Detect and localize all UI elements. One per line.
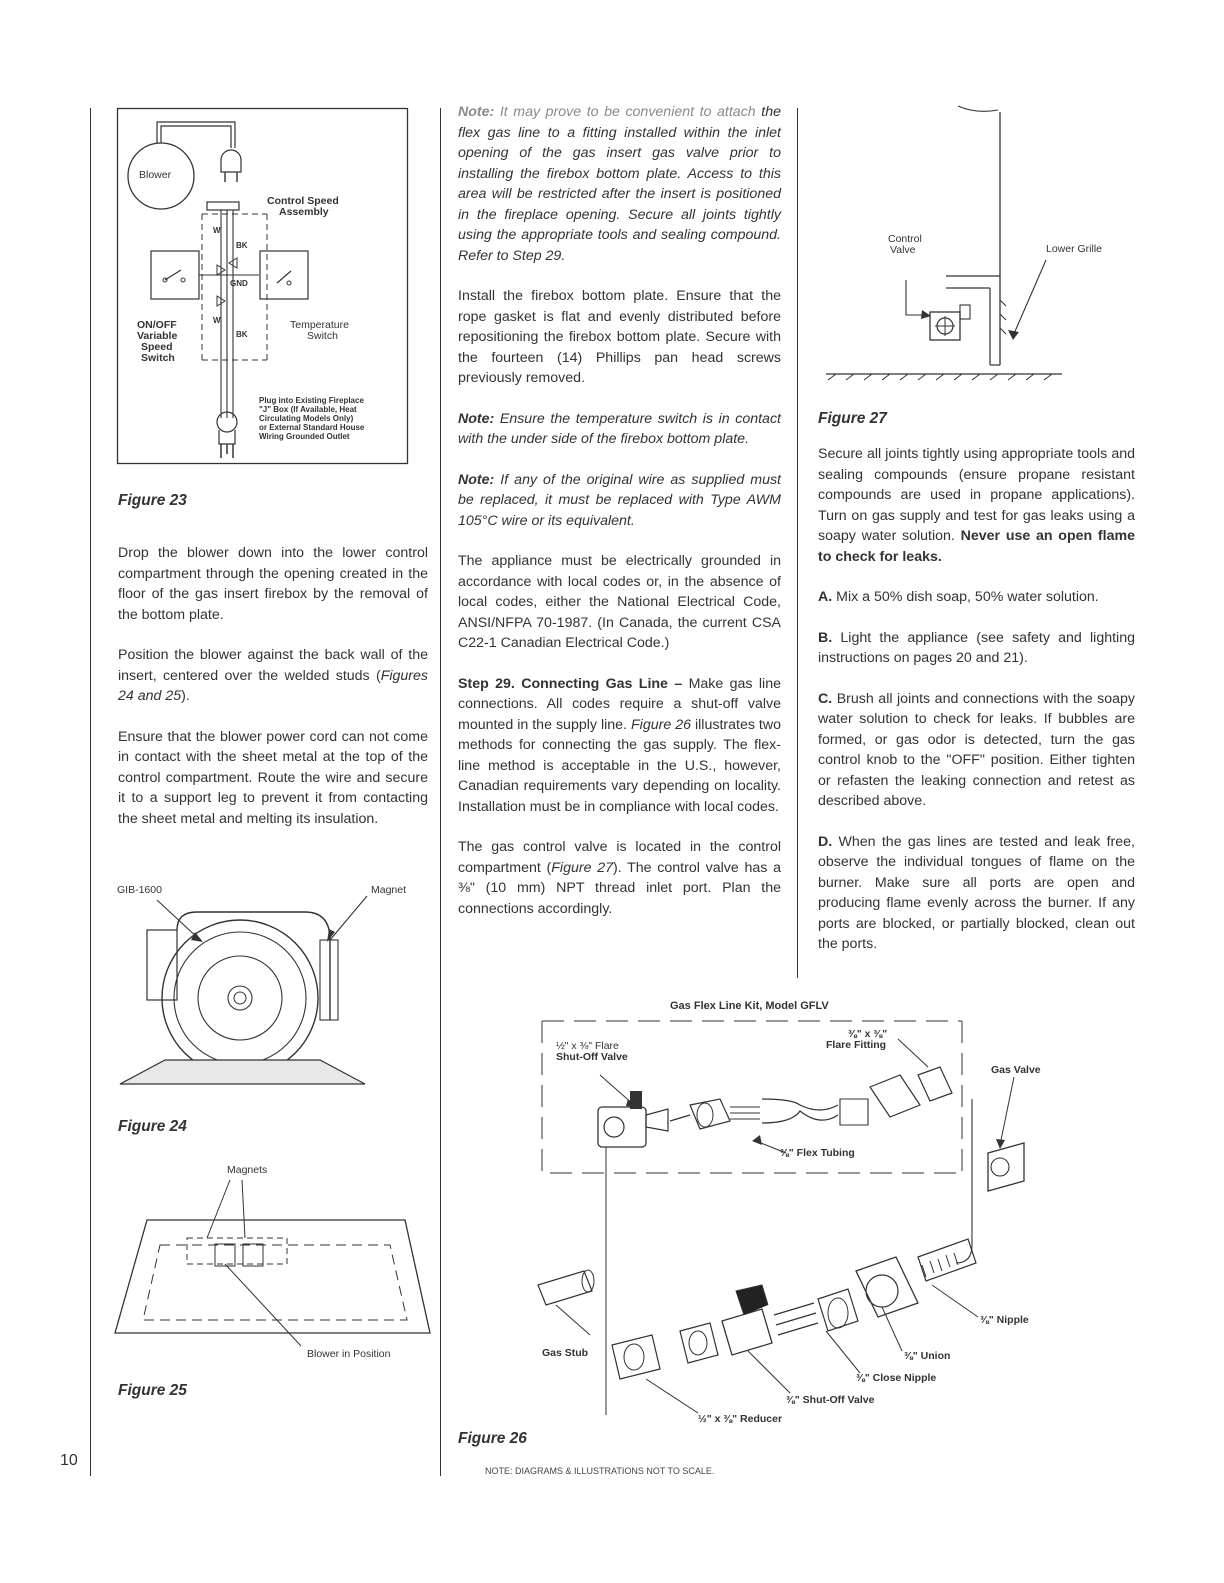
gas-stub-label: Gas Stub	[542, 1347, 589, 1359]
column-1-text-a	[118, 543, 428, 849]
column-2-text	[458, 102, 781, 939]
onoff-label: ON/OFF	[137, 319, 177, 331]
bk2-label: BK	[236, 330, 248, 339]
column-divider-2	[797, 108, 798, 978]
figure-25-diagram	[105, 1160, 425, 1370]
close-nipple-label: ⅜" Close Nipple	[856, 1372, 937, 1384]
plug-line-2: "J" Box (If Available, Heat	[259, 405, 357, 414]
figure-26-caption: Figure 26	[458, 1430, 527, 1447]
variable-label: Variable	[137, 330, 178, 342]
flare-fitting-label-2: Flare Fitting	[826, 1039, 887, 1051]
step-b: B. Light the appliance (see safety and lighting instructions on pages 20 and 21).	[818, 629, 1135, 666]
col1-paragraph-3: Ensure that the blower power cord can not come in contact with the sheet metal at the top of the control compartment. Route the wire and secure it to a support leg to prevent it from contacting the sheet metal and melting its insulation.	[118, 728, 428, 827]
lower-grille-label: Lower Grille	[1046, 243, 1103, 255]
bk1-label: BK	[236, 241, 248, 250]
union-label: ⅜" Union	[904, 1350, 951, 1362]
col1-paragraph-2: Position the blower against the back wall of the insert, centered over the welded studs (Figures 24 and 25).	[118, 647, 428, 704]
blower-in-position-label: Blower in Position	[307, 1348, 391, 1360]
control-label: Control	[888, 233, 922, 245]
page-number: 10	[60, 1452, 78, 1469]
assembly-label: Assembly	[279, 206, 329, 218]
note-1: Note: It may prove to be convenient to attach the flex gas line to a fitting installed within the inlet opening of the gas insert gas valve prior to installing the firebox bottom plate. Access to this area will be restricted after the insert is positioned in the fireplace opening. Secure all joints tightly using the appropriate tools and sealing compound. Refer to Step 29.	[458, 104, 781, 264]
column-divider-1	[440, 108, 441, 1476]
plug-line-1: Plug into Existing Fireplace	[259, 396, 364, 405]
w1-label: W	[213, 226, 221, 235]
flare-shutoff-label-2: Shut-Off Valve	[556, 1051, 628, 1063]
flare-shutoff-label-1: ½" x ⅜" Flare	[556, 1040, 619, 1052]
temperature-label: Temperature	[290, 319, 349, 331]
plug-line-3: Circulating Models Only)	[259, 414, 354, 423]
column-3-text	[818, 444, 1135, 975]
plug-instructions	[259, 396, 409, 441]
plug-line-4: or External Standard House	[259, 423, 365, 432]
figure-27-caption: Figure 27	[818, 410, 887, 427]
not-to-scale-note: NOTE: DIAGRAMS & ILLUSTRATIONS NOT TO SCALE.	[485, 1466, 715, 1476]
note-3: Note: If any of the original wire as supplied must be replaced, it must be replaced with Type AWM 105°C wire or its equivalent.	[458, 471, 781, 529]
figure-23-caption: Figure 23	[118, 492, 187, 509]
plug-line-5: Wiring Grounded Outlet	[259, 432, 350, 441]
col2-paragraph-3: The gas control valve is located in the control compartment (Figure 27). The control valve has a ⅜" (10 mm) NPT thread inlet port. Plan the connections accordingly.	[458, 839, 781, 917]
w2-label: W	[213, 316, 221, 325]
magnets-label: Magnets	[227, 1164, 268, 1176]
col1-paragraph-1: Drop the blower down into the lower control compartment through the opening created in the floor of the gas insert firebox by the removal of the bottom plate.	[118, 545, 428, 623]
step-a: A. Mix a 50% dish soap, 50% water solution.	[818, 589, 1099, 605]
note-2: Note: Ensure the temperature switch is in contact with the under side of the firebox bottom plate.	[458, 410, 781, 447]
gib-label: GIB-1600	[117, 884, 162, 896]
blower-drawing	[105, 880, 425, 1090]
flex-tubing-label: ⅜" Flex Tubing	[780, 1147, 855, 1159]
valve-label: Valve	[890, 244, 916, 256]
col2-paragraph-2: The appliance must be electrically grounded in accordance with local codes or, in the absence of local codes, either the National Electrical Code, ANSI/NFPA 70-1987. (In Canada, the current CSA C22-1 Canadian Electrical Code.)	[458, 553, 781, 651]
blower-label: Blower	[139, 169, 172, 181]
col3-paragraph-1: Secure all joints tightly using appropriate tools and sealing compounds (ensure propane resistant compounds are used in propane applications). Turn on gas supply and test for gas leaks using a soapy water solution. Never use an open flame to check for leaks.	[818, 446, 1135, 565]
left-margin-rule	[90, 108, 91, 1476]
switch-label: Switch	[141, 352, 175, 364]
gnd-label: GND	[230, 279, 248, 288]
temp-switch-label: Switch	[307, 330, 338, 342]
step-c: C. Brush all joints and connections with the soapy water solution to check for leaks. If bubbles are formed, or gas odor is detected, turn the gas control knob to the "OFF" position. Either tighten or refasten the leaking connection and retest as described above.	[818, 690, 1135, 809]
reducer-label: ½" x ⅜" Reducer	[698, 1413, 783, 1425]
figure-27-diagram	[818, 100, 1138, 400]
nipple-label: ⅜" Nipple	[980, 1314, 1029, 1326]
kit-title: Gas Flex Line Kit, Model GFLV	[670, 1000, 829, 1012]
shutoff-valve-label: ⅜" Shut-Off Valve	[786, 1394, 875, 1406]
figure-24-caption: Figure 24	[118, 1118, 187, 1135]
blower-position-drawing	[105, 1160, 425, 1370]
gas-valve-label: Gas Valve	[991, 1064, 1041, 1076]
col2-paragraph-1: Install the firebox bottom plate. Ensure that the rope gasket is flat and evenly distributed before repositioning the firebox bottom plate. Secure with the fourteen (14) Phillips pan head screws previously removed.	[458, 288, 781, 386]
control-speed-label: Control Speed	[267, 195, 339, 207]
speed-label: Speed	[141, 341, 173, 353]
figure-24-diagram	[105, 880, 425, 1090]
flare-fitting-label-1: ⅜" x ⅜"	[848, 1028, 888, 1040]
figure-23-diagram	[117, 108, 408, 464]
magnet-label: Magnet	[371, 884, 407, 896]
step-29: Step 29. Connecting Gas Line – Make gas line connections. All codes require a shut-off valve mounted in the supply line. Figure 26 illustrates two methods for connecting the gas supply. The flex-line method is acceptable in the U.S., however, Canadian requirements vary depending on locality. Installation must be in compliance with local codes.	[458, 675, 781, 815]
figure-26-diagram	[530, 995, 1050, 1425]
step-d: D. When the gas lines are tested and leak free, observe the individual tongues of flame on the burner. Make sure all ports are open and producing flame evenly across the burner. If any ports are blocked, or partially blocked, clean out the ports.	[818, 833, 1135, 952]
figure-25-caption: Figure 25	[118, 1382, 187, 1399]
